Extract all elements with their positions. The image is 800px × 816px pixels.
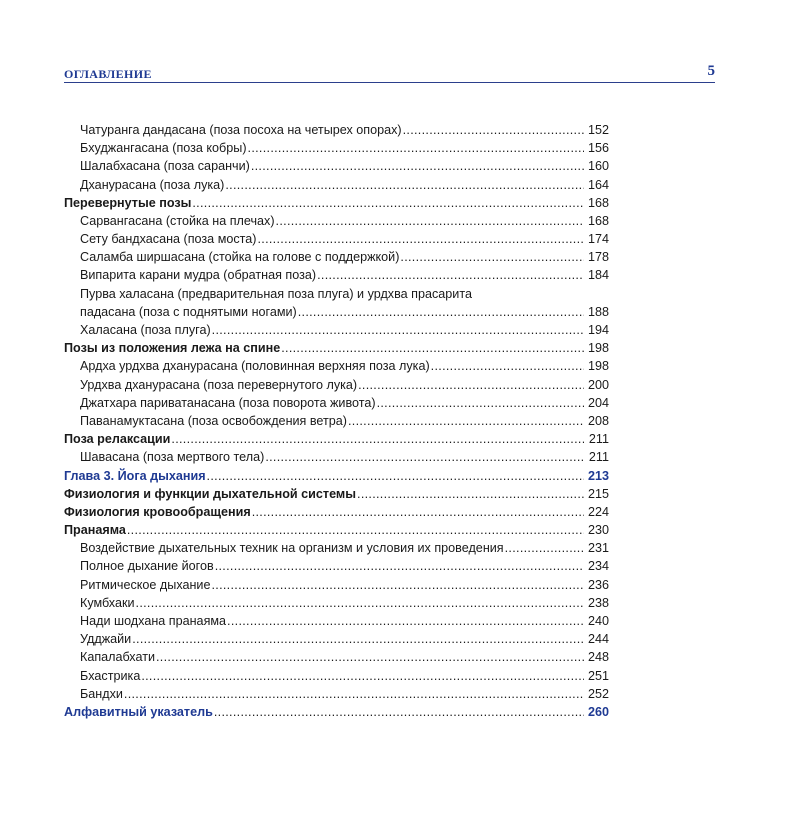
- toc-section[interactable]: [64, 339, 609, 357]
- dot-leader: [298, 303, 584, 321]
- dot-leader: [400, 248, 584, 266]
- toc-entry-title: Бхастрика: [80, 668, 141, 683]
- toc-entry-page: 194: [587, 323, 609, 338]
- toc-entry[interactable]: [64, 121, 609, 139]
- toc-section-title: Поза релаксации: [64, 432, 171, 447]
- toc-section[interactable]: [64, 521, 609, 539]
- toc-entry[interactable]: [64, 412, 609, 430]
- dot-leader: [132, 630, 584, 648]
- dot-leader: [403, 121, 584, 139]
- dot-leader: [252, 503, 584, 521]
- toc-section-page: 198: [587, 341, 609, 356]
- toc-section-page: 215: [587, 486, 609, 501]
- toc-entry-title: Кумбхаки: [80, 595, 135, 610]
- header-page-number: 5: [707, 63, 715, 79]
- toc-chapter-page: 213: [587, 468, 609, 483]
- dot-leader: [276, 212, 584, 230]
- toc-entry[interactable]: [64, 394, 609, 412]
- dot-leader: [357, 485, 584, 503]
- toc-section-title: Физиология и функции дыхательной системы: [64, 486, 357, 501]
- toc-entry-title: Шавасана (поза мертвого тела): [80, 450, 265, 465]
- toc-entry[interactable]: [64, 539, 609, 557]
- toc-entry-page: 152: [587, 122, 609, 137]
- toc-entry-page: 234: [587, 559, 609, 574]
- dot-leader: [141, 667, 584, 685]
- dot-leader: [211, 576, 584, 594]
- toc-entry-page: 184: [587, 268, 609, 283]
- toc-entry-page: 200: [587, 377, 609, 392]
- toc-entry[interactable]: [64, 157, 609, 175]
- toc-entry[interactable]: [64, 576, 609, 594]
- dot-leader: [317, 266, 584, 284]
- toc-entry-page: 251: [587, 668, 609, 683]
- toc-entry-page: 244: [587, 632, 609, 647]
- toc-entry-page: 164: [587, 177, 609, 192]
- dot-leader: [358, 376, 584, 394]
- toc-section[interactable]: [64, 194, 609, 212]
- running-header: [64, 62, 715, 83]
- toc-entry[interactable]: [64, 648, 609, 666]
- toc-entry-title: Нади шодхана пранаяма: [80, 614, 227, 629]
- toc-entry[interactable]: [64, 685, 609, 703]
- toc-entry-page: 204: [587, 395, 609, 410]
- toc-entry-title: Чатуранга дандасана (поза посоха на четырех опорах): [80, 122, 402, 137]
- toc-entry-page: 208: [587, 413, 609, 428]
- toc-entry-page: 240: [587, 614, 609, 629]
- dot-leader: [212, 321, 584, 339]
- toc-entry[interactable]: [64, 139, 609, 157]
- toc-section-title: Перевернутые позы: [64, 195, 192, 210]
- dot-leader: [227, 612, 584, 630]
- header-title: ОГЛАВЛЕНИЕ: [64, 67, 152, 81]
- toc-entry[interactable]: [64, 230, 609, 248]
- dot-leader: [127, 521, 584, 539]
- dot-leader: [265, 448, 584, 466]
- toc-entry-page: 174: [587, 232, 609, 247]
- toc-entry-title: Воздействие дыхательных техник на организм и условия их проведения: [80, 541, 504, 556]
- toc-chapter[interactable]: [64, 467, 609, 485]
- dot-leader: [348, 412, 584, 430]
- toc-entry-title: Саламба ширшасана (стойка на голове с поддержкой): [80, 250, 400, 265]
- toc-entry-title: Шалабхасана (поза саранчи): [80, 159, 250, 174]
- toc-section[interactable]: [64, 430, 609, 448]
- dot-leader: [225, 176, 584, 194]
- dot-leader: [257, 230, 584, 248]
- toc-entry-page: 188: [587, 304, 609, 319]
- toc-section-title: Пранаяма: [64, 523, 126, 538]
- toc-chapter-page: 260: [587, 704, 609, 719]
- toc-entry-title: Паванамуктасана (поза освобождения ветра): [80, 413, 347, 428]
- toc-entry[interactable]: [64, 357, 609, 375]
- dot-leader: [251, 157, 584, 175]
- toc-entry-page: 156: [587, 141, 609, 156]
- toc-entry[interactable]: [64, 667, 609, 685]
- dot-leader: [136, 594, 584, 612]
- toc-section[interactable]: [64, 485, 609, 503]
- toc-entry-page: 168: [587, 213, 609, 228]
- toc-entry[interactable]: [64, 321, 609, 339]
- toc-entry[interactable]: [64, 612, 609, 630]
- toc-section-title: Позы из положения лежа на спине: [64, 341, 281, 356]
- toc-entry-title: Бандхи: [80, 686, 123, 701]
- toc-entry-page: 160: [587, 159, 609, 174]
- dot-leader: [281, 339, 584, 357]
- toc-entry-title: Сету бандхасана (поза моста): [80, 232, 257, 247]
- toc-entry[interactable]: [64, 448, 609, 466]
- dot-leader: [377, 394, 584, 412]
- dot-leader: [156, 648, 584, 666]
- toc-entry-page: 252: [587, 686, 609, 701]
- dot-leader: [248, 139, 584, 157]
- toc-chapter-title: Глава 3. Йога дыхания: [64, 468, 206, 483]
- toc-entry-title: Капалабхати: [80, 650, 155, 665]
- toc-section-page: 211: [588, 432, 609, 447]
- toc-entry-title: Урдхва дханурасана (поза перевернутого лука): [80, 377, 358, 392]
- toc-entry[interactable]: [64, 267, 609, 285]
- toc-entry-title: Бхуджангасана (поза кобры): [80, 141, 247, 156]
- toc-entry-title: Удджайи: [80, 632, 132, 647]
- toc-entry-title: Дханурасана (поза лука): [80, 177, 225, 192]
- toc-section-title: Физиология кровообращения: [64, 504, 251, 519]
- toc-entry-page: 248: [587, 650, 609, 665]
- dot-leader: [505, 539, 584, 557]
- dot-leader: [207, 467, 584, 485]
- table-of-contents: [64, 121, 609, 721]
- toc-entry-page: 236: [587, 577, 609, 592]
- toc-entry[interactable]: [64, 558, 609, 576]
- toc-entry[interactable]: [64, 176, 609, 194]
- toc-entry-title: Ардха урдхва дханурасана (половинная верхняя поза лука): [80, 359, 430, 374]
- toc-entry-title: Халасана (поза плуга): [80, 323, 211, 338]
- toc-entry[interactable]: [64, 248, 609, 266]
- toc-chapter-title: Алфавитный указатель: [64, 704, 213, 719]
- toc-entry-page: 178: [587, 250, 609, 265]
- toc-entry-page: 238: [587, 595, 609, 610]
- toc-entry-page: 198: [587, 359, 609, 374]
- dot-leader: [192, 194, 584, 212]
- toc-entry-title: Джатхара париватанасана (поза поворота живота): [80, 395, 376, 410]
- toc-section-page: 230: [587, 523, 609, 538]
- toc-entry-title: Ритмическое дыхание: [80, 577, 211, 592]
- toc-entry[interactable]: [64, 376, 609, 394]
- toc-entry-title: падасана (поза с поднятыми ногами): [80, 304, 297, 319]
- dot-leader: [214, 703, 584, 721]
- dot-leader: [171, 430, 584, 448]
- toc-entry[interactable]: [64, 212, 609, 230]
- toc-entry-title-line1: Пурва халасана (предварительная поза плуга) и урдхва прасарита: [80, 286, 472, 301]
- toc-section[interactable]: [64, 503, 609, 521]
- toc-chapter[interactable]: [64, 703, 609, 721]
- dot-leader: [124, 685, 584, 703]
- toc-entry-title: Випарита карани мудра (обратная поза): [80, 268, 317, 283]
- toc-section-page: 224: [587, 504, 609, 519]
- toc-entry[interactable]: [64, 594, 609, 612]
- toc-section-page: 168: [587, 195, 609, 210]
- toc-entry[interactable]: [64, 303, 609, 321]
- toc-entry-title: Сарвангасана (стойка на плечах): [80, 213, 275, 228]
- toc-entry-page: 211: [588, 450, 609, 465]
- toc-entry[interactable]: [64, 630, 609, 648]
- toc-entry-page: 231: [587, 541, 609, 556]
- toc-entry-title: Полное дыхание йогов: [80, 559, 214, 574]
- dot-leader: [215, 557, 584, 575]
- dot-leader: [431, 357, 584, 375]
